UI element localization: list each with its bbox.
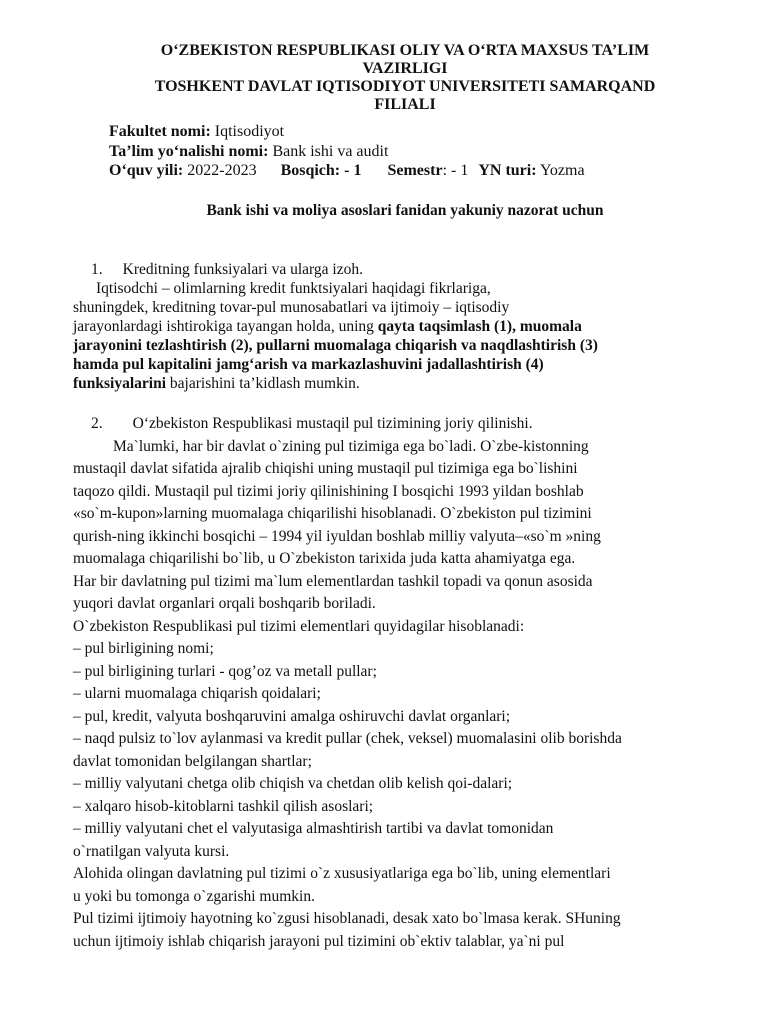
- direction-row: [109, 142, 585, 162]
- question-1-text-line: [73, 279, 713, 298]
- list-item: – pul birligining nomi;: [73, 640, 214, 657]
- semester-value: : - 1: [442, 162, 469, 179]
- list-item-continuation: davlat tomonidan belgilangan shartlar;: [73, 752, 312, 770]
- yn-type-value: Yozma: [536, 162, 585, 179]
- list-item: – naqd pulsiz to`lov aylanmasi va kredit pullar (chek, veksel) muomalasini olib borishda: [73, 730, 622, 747]
- question-2-text-line: O`zbekiston Respublikasi pul tizimi elementlari quyidagilar hisoblanadi:: [73, 617, 525, 635]
- question-2-text-line: u yoki bu tomonga o`zgarishi mumkin.: [73, 887, 315, 905]
- semester-label: Semestr: [387, 162, 443, 179]
- list-item: – xalqaro hisob-kitoblarni tashkil qilish asoslari;: [73, 797, 374, 815]
- question-2-text-line: qurish-ning ikkinchi bosqichi – 1994 yil iyuldan boshlab milliy valyuta–«so`m »ning: [73, 527, 601, 545]
- question-2-text-line: yuqori davlat organlari orqali boshqarib boriladi.: [73, 595, 376, 612]
- list-item: – milliy valyutani chet el valyutasiga almashtirish tartibi va davlat tomonidan: [73, 820, 554, 837]
- question-1-bold-span: jarayonini tezlashtirish (2), pullarni muomalaga chiqarish va naqdlashtirish (3): [73, 337, 598, 354]
- question-1-number: 1.: [91, 261, 103, 278]
- question-1-bold-span: hamda pul kapitalini jamg‘arish va markazlashuvini jadallashtirish (4): [73, 356, 544, 373]
- question-2-text-line: Alohida olingan davlatning pul tizimi o`z xususiyatlariga ega bo`lib, uning elementlari: [73, 865, 611, 882]
- faculty-value: Iqtisodiyot: [210, 123, 285, 140]
- question-1-text-line: [73, 317, 713, 336]
- question-1: [73, 260, 713, 393]
- university-line-1: TOSHKENT DAVLAT IQTISODIYOT UNIVERSITETI SAMARQAND: [154, 78, 656, 95]
- question-1-text-span: jarayonlardagi ishtirokiga tayangan holda, uning: [73, 318, 378, 335]
- list-item: – ularni muomalaga chiqarish qoidalari;: [73, 685, 321, 702]
- list-item: – milliy valyutani chetga olib chiqish va chetdan olib kelish qoi-dalari;: [73, 775, 513, 792]
- ministry-line-1: O‘ZBEKISTON RESPUBLIKASI OLIY VA O‘RTA MAXSUS TA’LIM: [160, 42, 650, 59]
- year-row: [109, 161, 585, 181]
- direction-value: Bank ishi va audit: [268, 142, 389, 160]
- question-1-text-span: Iqtisodchi – olimlarning kredit funktsiyalari haqidagi fikrlariga,: [96, 280, 491, 297]
- list-item-continuation: o`rnatilgan valyuta kursi.: [73, 842, 230, 860]
- question-2-heading: [73, 413, 718, 436]
- question-1-text-span: bajarishini ta’kidlash mumkin.: [166, 375, 360, 392]
- document-header: [80, 42, 730, 114]
- question-1-heading: [73, 260, 713, 279]
- yn-type-label: YN turi:: [478, 162, 537, 179]
- question-2-title: O‘zbekiston Respublikasi mustaqil pul tizimining joriy qilinishi.: [132, 415, 533, 432]
- list-item: – pul birligining turlari - qog’oz va metall pullar;: [73, 662, 377, 680]
- question-2-text-line: mustaqil davlat sifatida ajralib chiqishi uning mustaqil pul tizimiga ega bo`lishini: [73, 460, 578, 477]
- course-meta: [109, 122, 585, 181]
- question-1-text-line: shuningdek, kreditning tovar-pul munosabatlari va ijtimoiy – iqtisodiy: [73, 299, 510, 316]
- year-label: O‘quv yili:: [109, 162, 184, 179]
- faculty-label: Fakultet nomi:: [109, 123, 211, 140]
- question-1-bold-line: [73, 355, 713, 374]
- faculty-row: [109, 122, 585, 142]
- question-2-text-line: [73, 436, 718, 459]
- direction-label: Ta’lim yo‘nalishi nomi:: [109, 142, 269, 160]
- question-2-text-line: uchun ijtimoiy ishlab chiqarish jarayoni pul tizimini ob`ektiv talablar, ya`ni pul: [73, 932, 565, 950]
- question-1-title: Kreditning funksiyalari va ularga izoh.: [122, 261, 363, 278]
- university-line-2: FILIALI: [374, 96, 436, 113]
- question-2-text-line: Pul tizimi ijtimoiy hayotning ko`zgusi hisoblanadi, desak xato bo`lmasa kerak. SHuning: [73, 910, 621, 927]
- ministry-line-2: VAZIRLIGI: [362, 60, 448, 77]
- question-2-number: 2.: [91, 415, 103, 432]
- question-2-text-line: «so`m-kupon»larning muomalaga chiqarilishi hisoblanadi. O`zbekiston pul tizimini: [73, 505, 592, 522]
- question-2-text-span: Ma`lumki, har bir davlat o`zining pul tizimiga ega bo`ladi. O`zbe-kistonning: [113, 437, 589, 455]
- question-2: [73, 413, 718, 953]
- stage-label: Bosqich: - 1: [280, 162, 362, 179]
- exam-title: Bank ishi va moliya asoslari fanidan yakuniy nazorat uchun: [206, 202, 604, 219]
- question-1-text-line: [73, 374, 713, 393]
- question-1-bold-line: [73, 336, 713, 355]
- year-value: 2022-2023: [183, 162, 257, 179]
- question-2-text-line: muomalaga chiqarilishi bo`lib, u O`zbekiston tarixida juda katta ahamiyatga ega.: [73, 550, 576, 567]
- question-1-bold-span: funksiyalarini: [73, 375, 167, 392]
- question-2-text-line: taqozo qildi. Mustaqil pul tizimi joriy qilinishining I bosqichi 1993 yildan boshlab: [73, 482, 584, 500]
- question-2-text-line: Har bir davlatning pul tizimi ma`lum elementlardan tashkil topadi va qonun asosida: [73, 572, 593, 590]
- list-item: – pul, kredit, valyuta boshqaruvini amalga oshiruvchi davlat organlari;: [73, 707, 511, 725]
- question-1-bold-span: qayta taqsimlash (1), muomala: [377, 318, 582, 335]
